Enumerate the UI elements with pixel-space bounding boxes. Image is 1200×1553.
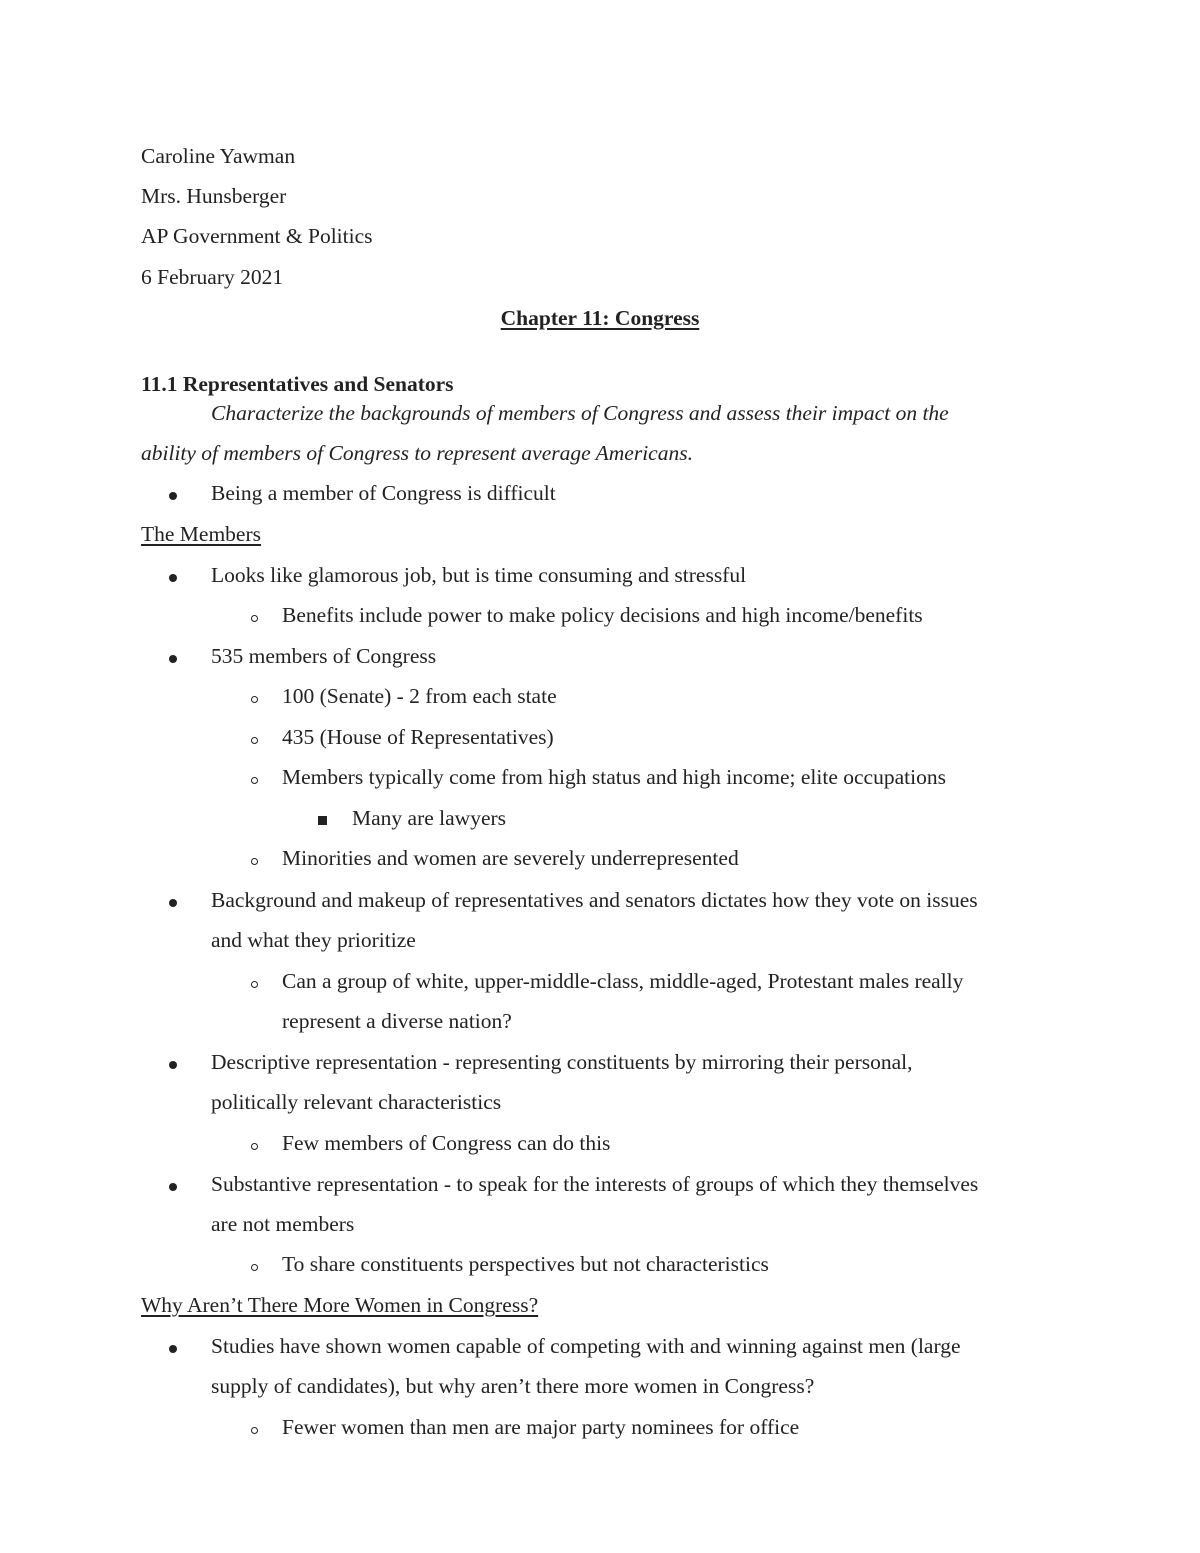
section-objective-line1: Characterize the backgrounds of members of Congress and assess their impact on the [211,401,949,425]
student-name: Caroline Yawman [141,144,296,168]
bullet-circle [251,844,258,872]
list-item: Fewer women than men are major party nominees for office [282,1415,800,1439]
list-item-continuation: politically relevant characteristics [211,1090,502,1114]
document-date: 6 February 2021 [141,265,284,289]
list-item: 535 members of Congress [211,644,437,668]
list-item: Benefits include power to make policy decisions and high income/benefits [282,603,923,627]
bullet-circle [251,601,258,629]
list-item: Studies have shown women capable of competing with and winning against men (large [211,1334,961,1358]
bullet-disc [169,642,177,670]
bullet-disc [169,1170,177,1198]
bullet-circle [251,763,258,791]
list-item: Few members of Congress can do this [282,1131,611,1155]
section-heading: 11.1 Representatives and Senators [141,372,454,396]
bullet-circle [251,1413,258,1441]
list-item: Minorities and women are severely underrepresented [282,846,739,870]
list-item: Many are lawyers [352,806,507,830]
bullet-circle [251,967,258,995]
bullet-circle [251,1250,258,1278]
list-item: Background and makeup of representatives and senators dictates how they vote on issues [211,888,978,912]
bullet-disc [169,1332,177,1360]
women-heading: Why Aren’t There More Women in Congress? [141,1293,539,1317]
teacher-name: Mrs. Hunsberger [141,184,287,208]
list-item: Descriptive representation - representing constituents by mirroring their personal, [211,1050,913,1074]
list-item-continuation: represent a diverse nation? [282,1009,512,1033]
list-item: Looks like glamorous job, but is time consuming and stressful [211,563,747,587]
list-item-continuation: are not members [211,1212,355,1236]
bullet-disc [169,886,177,914]
members-heading: The Members [141,522,262,546]
list-item-continuation: and what they prioritize [211,928,416,952]
bullet-circle [251,1129,258,1157]
list-item: 435 (House of Representatives) [282,725,554,749]
course-name: AP Government & Politics [141,224,373,248]
intro-bullet: Being a member of Congress is difficult [211,481,556,505]
bullet-disc [169,479,177,507]
page-title: Chapter 11: Congress [500,306,700,330]
bullet-square [318,804,327,832]
list-item: 100 (Senate) - 2 from each state [282,684,557,708]
section-objective-line2: ability of members of Congress to represent average Americans. [141,441,693,465]
bullet-circle [251,723,258,751]
list-item: To share constituents perspectives but not characteristics [282,1252,769,1276]
bullet-disc [169,561,177,589]
list-item: Members typically come from high status and high income; elite occupations [282,765,946,789]
list-item: Substantive representation - to speak for the interests of groups of which they themselves [211,1172,979,1196]
bullet-circle [251,682,258,710]
list-item-continuation: supply of candidates), but why aren’t there more women in Congress? [211,1374,815,1398]
list-item: Can a group of white, upper-middle-class, middle-aged, Protestant males really [282,969,964,993]
bullet-disc [169,1048,177,1076]
